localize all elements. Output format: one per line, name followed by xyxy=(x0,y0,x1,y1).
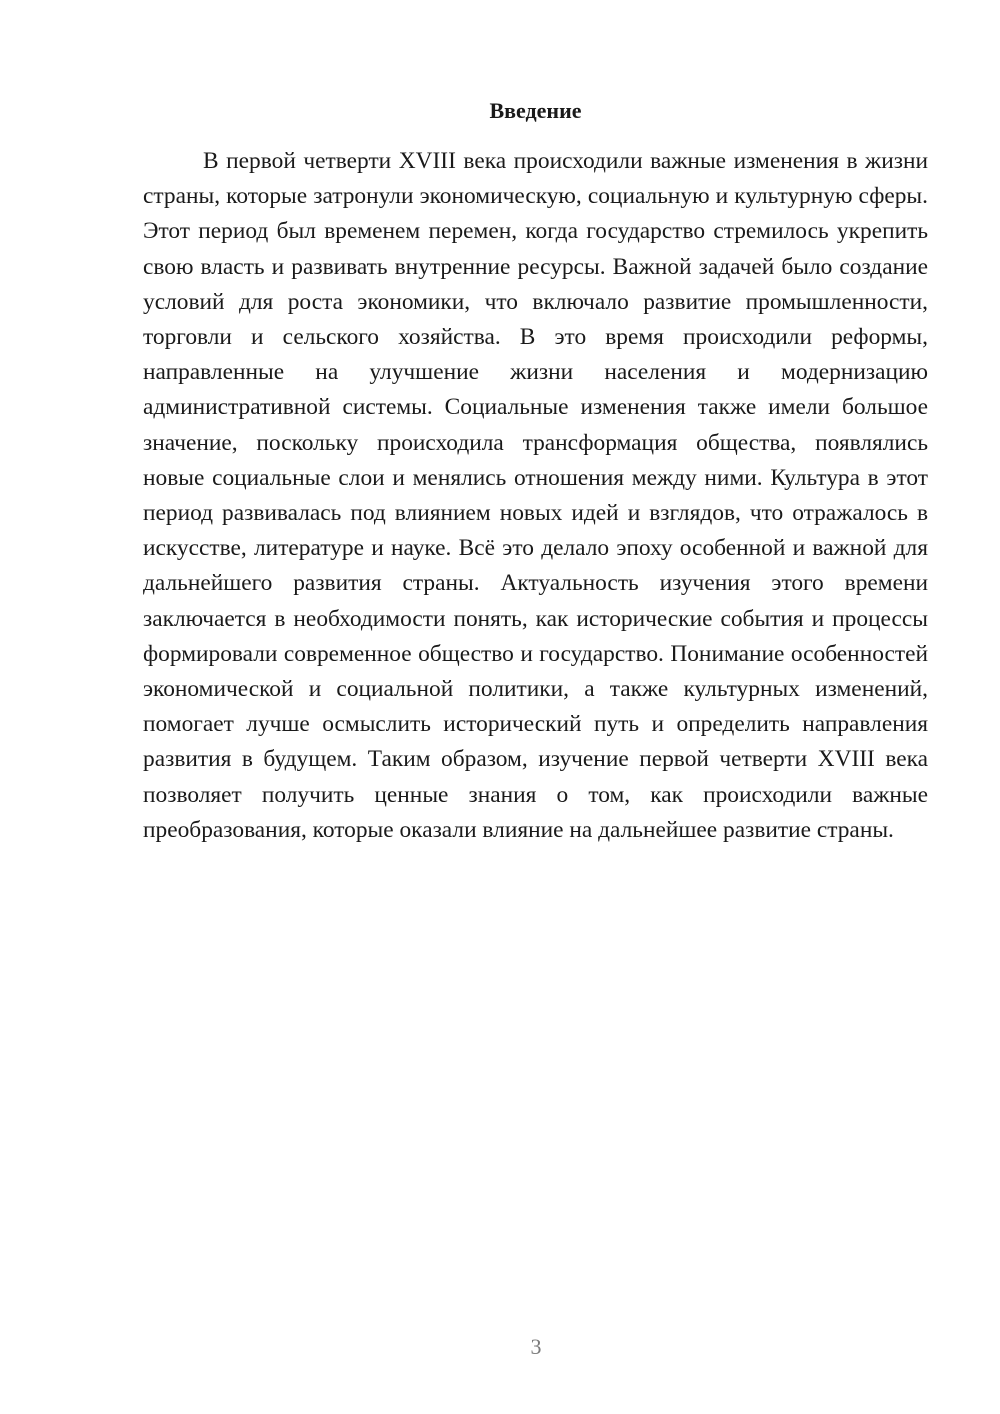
body-paragraph: В первой четверти XVIII века происходили важные изменения в жизни страны, которые затронули экономическую, социальную и культурную сферы. Этот период был временем перемен, когда государство стремилось укрепить свою власть и развивать внутренние ресурсы. Важной задачей было создание условий для роста экономики, что включало развитие промышленности, торговли и сельского хозяйства. В это время происходили реформы, направленные на улучшение жизни населения и модернизацию административной системы. Социальные изменения также имели большое значение, поскольку происходила трансформация общества, появлялись новые социальные слои и менялись отношения между ними. Культура в этот период развивалась под влиянием новых идей и взглядов, что отражалось в искусстве, литературе и науке. Всё это делало эпоху особенной и важной для дальнейшего развития страны. Актуальность изучения этого времени заключается в необходимости понять, как исторические события и процессы формировали современное общество и государство. Понимание особенностей экономической и социальной политики, а также культурных изменений, помогает лучше осмыслить исторический путь и определить направления развития в будущем. Таким образом, изучение первой четверти XVIII века позволяет получить ценные знания о том, как происходили важные преобразования, которые оказали влияние на дальнейшее развитие страны. xyxy=(143,148,928,843)
page-title: Введение xyxy=(489,98,582,123)
page-number: 3 xyxy=(530,1334,542,1359)
